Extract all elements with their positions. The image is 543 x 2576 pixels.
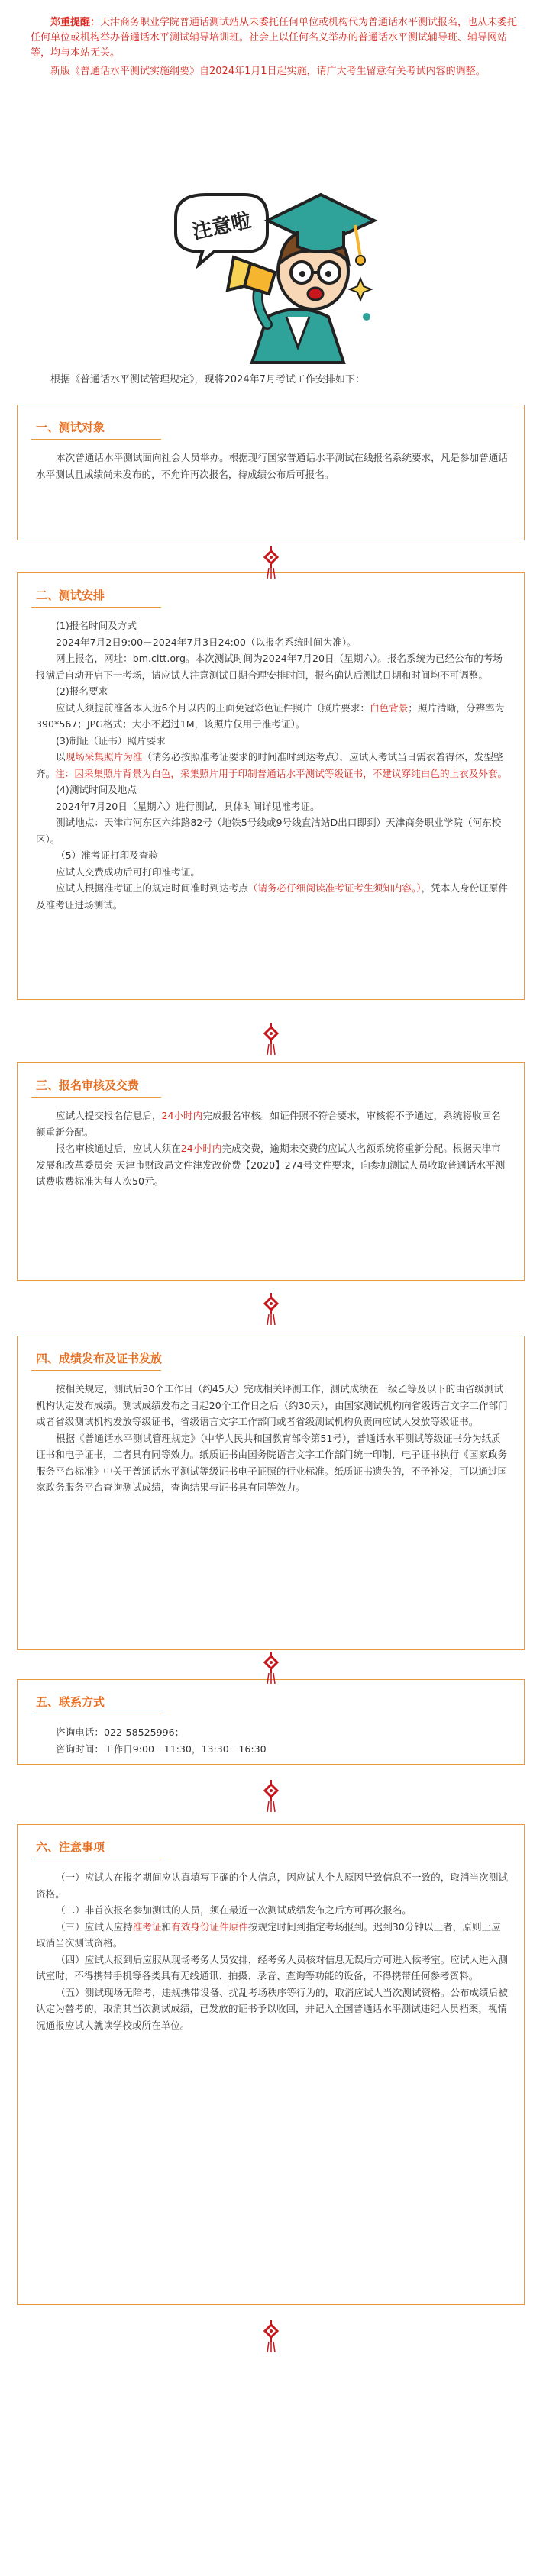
contact-hours: 咨询时间：工作日9:00－11:30，13:30－16:30 bbox=[56, 1743, 267, 1755]
section-title-underline bbox=[31, 607, 161, 608]
section-title: 四、成绩发布及证书发放 bbox=[36, 1352, 163, 1365]
note-item-3: （三）应试人应持准考证和有效身份证件原件按规定时间到指定考场报到。迟到30分钟以上者，原则上应取消当次测试资格。 bbox=[36, 1920, 501, 1949]
notice-paragraph-2: 新版《普通话水平测试实施纲要》自2024年1月1日起实施，请广大考生留意有关考试内容的调整。 bbox=[50, 66, 486, 77]
section-title-underline bbox=[31, 439, 161, 440]
section-card-results-certificate bbox=[17, 1336, 525, 1650]
section-title-underline bbox=[31, 1097, 161, 1098]
section-title: 五、联系方式 bbox=[36, 1695, 105, 1709]
subsection-heading: (2)报名要求 bbox=[56, 685, 108, 697]
section-body bbox=[36, 1107, 509, 1190]
test-date: 2024年7月20日（星期六）进行测试，具体时间详见准考证。 bbox=[56, 800, 320, 812]
section-title-underline bbox=[31, 1370, 161, 1371]
section-title: 六、注意事项 bbox=[36, 1840, 105, 1854]
section-body bbox=[36, 617, 509, 913]
notice-label: 郑重提醒： bbox=[50, 17, 101, 28]
registration-time: 2024年7月2日9:00－2024年7月3日24:00（以报名系统时间为准）。 bbox=[56, 636, 357, 648]
section-title: 三、报名审核及交费 bbox=[36, 1078, 140, 1092]
section-title: 一、测试对象 bbox=[36, 421, 105, 434]
test-location: 测试地点：天津市河东区六纬路82号（地铁5号线或9号线直沽站D出口即到）天津商务职业学院（河东校区）。 bbox=[36, 817, 502, 845]
subsection-heading: (1)报名时间及方式 bbox=[56, 620, 137, 631]
chinese-knot-divider-icon bbox=[263, 2320, 280, 2352]
mascot-illustration bbox=[160, 172, 382, 370]
photo-requirement: 应试人须提前准备本人近6个月以内的正面免冠彩色证件照片（照片要求：白色背景；照片清晰，分辨率为390*567；JPG格式；大小不超过1M，该照片仅用于准考证）。 bbox=[36, 701, 505, 730]
note-item-4: （四）应试人报到后应服从现场考务人员安排，经考务人员核对信息无误后方可进入候考室。应试人进入测试室时，不得携带手机等各类具有无线通讯、拍摄、录音、查询等功能的设备，不得携带任何参考资料。 bbox=[36, 1953, 508, 1981]
section-body bbox=[36, 450, 509, 482]
chinese-knot-divider-icon bbox=[263, 1293, 280, 1325]
notice-paragraph-1 bbox=[31, 15, 519, 61]
section-card-notes bbox=[17, 1824, 525, 2305]
section-body bbox=[36, 1724, 509, 1757]
section-card-schedule bbox=[17, 572, 525, 1000]
section-card-test-target bbox=[17, 405, 525, 540]
review-paragraph: 应试人提交报名信息后，24小时内完成报名审核。如证件照不符合要求，审核将不予通过，系统将收回名额重新分配。 bbox=[36, 1110, 501, 1138]
registration-online: 网上报名，网址：bm.cltt.org。本次测试时间为2024年7月20日（星期六）。报名系统为已经公布的考场报满后自动开启下一考场，请应试人注意测试日期合理安排时间，报名确认后测试日期和时间均不可调整。 bbox=[36, 653, 503, 681]
admission-check: 应试人根据准考证上的规定时间准时到达考点（请务必仔细阅读准考证考生须知内容。），凭本人身份证原件及准考证进场测试。 bbox=[36, 882, 508, 911]
section-paragraph: 本次普通话水平测试面向社会人员举办。根据现行国家普通话水平测试在线报名系统要求，凡是参加普通话水平测试且成绩尚未发布的，不允许再次报名，待成绩公布后可报名。 bbox=[36, 452, 508, 480]
note-item-5: （五）测试现场无陪考，违规携带设备、扰乱考场秩序等行为的，取消应试人当次测试资格。公布成绩后被认定为替考的，取消其当次测试成绩，已发放的证书予以收回，并记入全国普通话水平测试违纪人员档案，视情况通报应试人就读学校或所在单位。 bbox=[36, 1986, 508, 2031]
section-body bbox=[36, 1869, 509, 2033]
admission-print: 应试人交费成功后可打印准考证。 bbox=[56, 866, 200, 878]
certificate-paragraph: 根据《普通话水平测试管理规定》（中华人民共和国教育部令第51号），普通话水平测试等级证书分为纸质证书和电子证书，二者具有同等效力。纸质证书由国务院语言文字工作部门统一印制，电子证书执行《国家政务服务平台标准》中关于普通话水平测试等级证书电子证照的行业标准。纸质证书遗失的，不予补发，可以通过国家政务服务平台查询测试成绩，查询结果与证书具有同等效力。 bbox=[36, 1432, 508, 1493]
results-paragraph: 按相关规定，测试后30个工作日（约45天）完成相关评测工作，测试成绩在一级乙等及以下的由省级测试机构认定发布成绩。测试成绩发布之日起20个工作日之后（约30天），由国家测试机构向省级语言文字工作部门或者省级测试机构发放等级证书，省级语言文字工作部门或者省级测试机构负责向应试人发放等级证书。 bbox=[36, 1383, 508, 1427]
section-title: 二、测试安排 bbox=[36, 588, 105, 602]
intro-text: 根据《普通话水平测试管理规定》，现将2024年7月考试工作安排如下： bbox=[50, 374, 365, 385]
note-item-1: （一）应试人在报名期间应认真填写正确的个人信息，因应试人个人原因导致信息不一致的，取消当次测试资格。 bbox=[36, 1872, 508, 1900]
section-card-contact bbox=[17, 1679, 525, 1765]
notice-text-1: 天津商务职业学院普通话测试站从未委托任何单位或机构代为普通话水平测试报名，也从未委托任何单位或机构举办普通话水平测试辅导培训班。社会上以任何名义举办的普通话水平测试辅导班、辅导网站等，均与本站无关。 bbox=[31, 17, 518, 59]
section-body bbox=[36, 1381, 509, 1496]
fee-paragraph: 报名审核通过后，应试人须在24小时内完成交费，逾期未交费的应试人名额系统将重新分配。根据天津市发展和改革委员会 天津市财政局文件津发改价费【2020】274号文件要求，向参加测试人员收取普通话水平测试费收费标准为每人次50元。 bbox=[36, 1143, 506, 1187]
section-card-review-fee bbox=[17, 1062, 525, 1281]
subsection-heading: (3)制证（证书）照片要求 bbox=[56, 734, 166, 746]
certificate-photo-note: 以现场采集照片为准（请务必按照准考证要求的时间准时到达考点），应试人考试当日需衣着得体，发型整齐。注：因采集照片背景为白色，采集照片用于印制普通话水平测试等级证书，不建议穿纯白色的上衣及外套。 bbox=[36, 751, 508, 779]
subsection-heading: （5）准考证打印及查验 bbox=[56, 850, 158, 861]
subsection-heading: (4)测试时间及地点 bbox=[56, 784, 137, 795]
chinese-knot-divider-icon bbox=[263, 1780, 280, 1812]
chinese-knot-divider-icon bbox=[263, 1023, 280, 1055]
note-item-2: （二）非首次报名参加测试的人员，须在最近一次测试成绩发布之后方可再次报名。 bbox=[56, 1904, 412, 1916]
contact-phone: 咨询电话：022-58525996； bbox=[56, 1726, 185, 1738]
notice-block bbox=[31, 15, 519, 82]
mascot-speech-text: 注意啦 bbox=[190, 209, 254, 244]
chinese-knot-divider-icon bbox=[263, 546, 280, 579]
chinese-knot-divider-icon bbox=[263, 1652, 280, 1684]
